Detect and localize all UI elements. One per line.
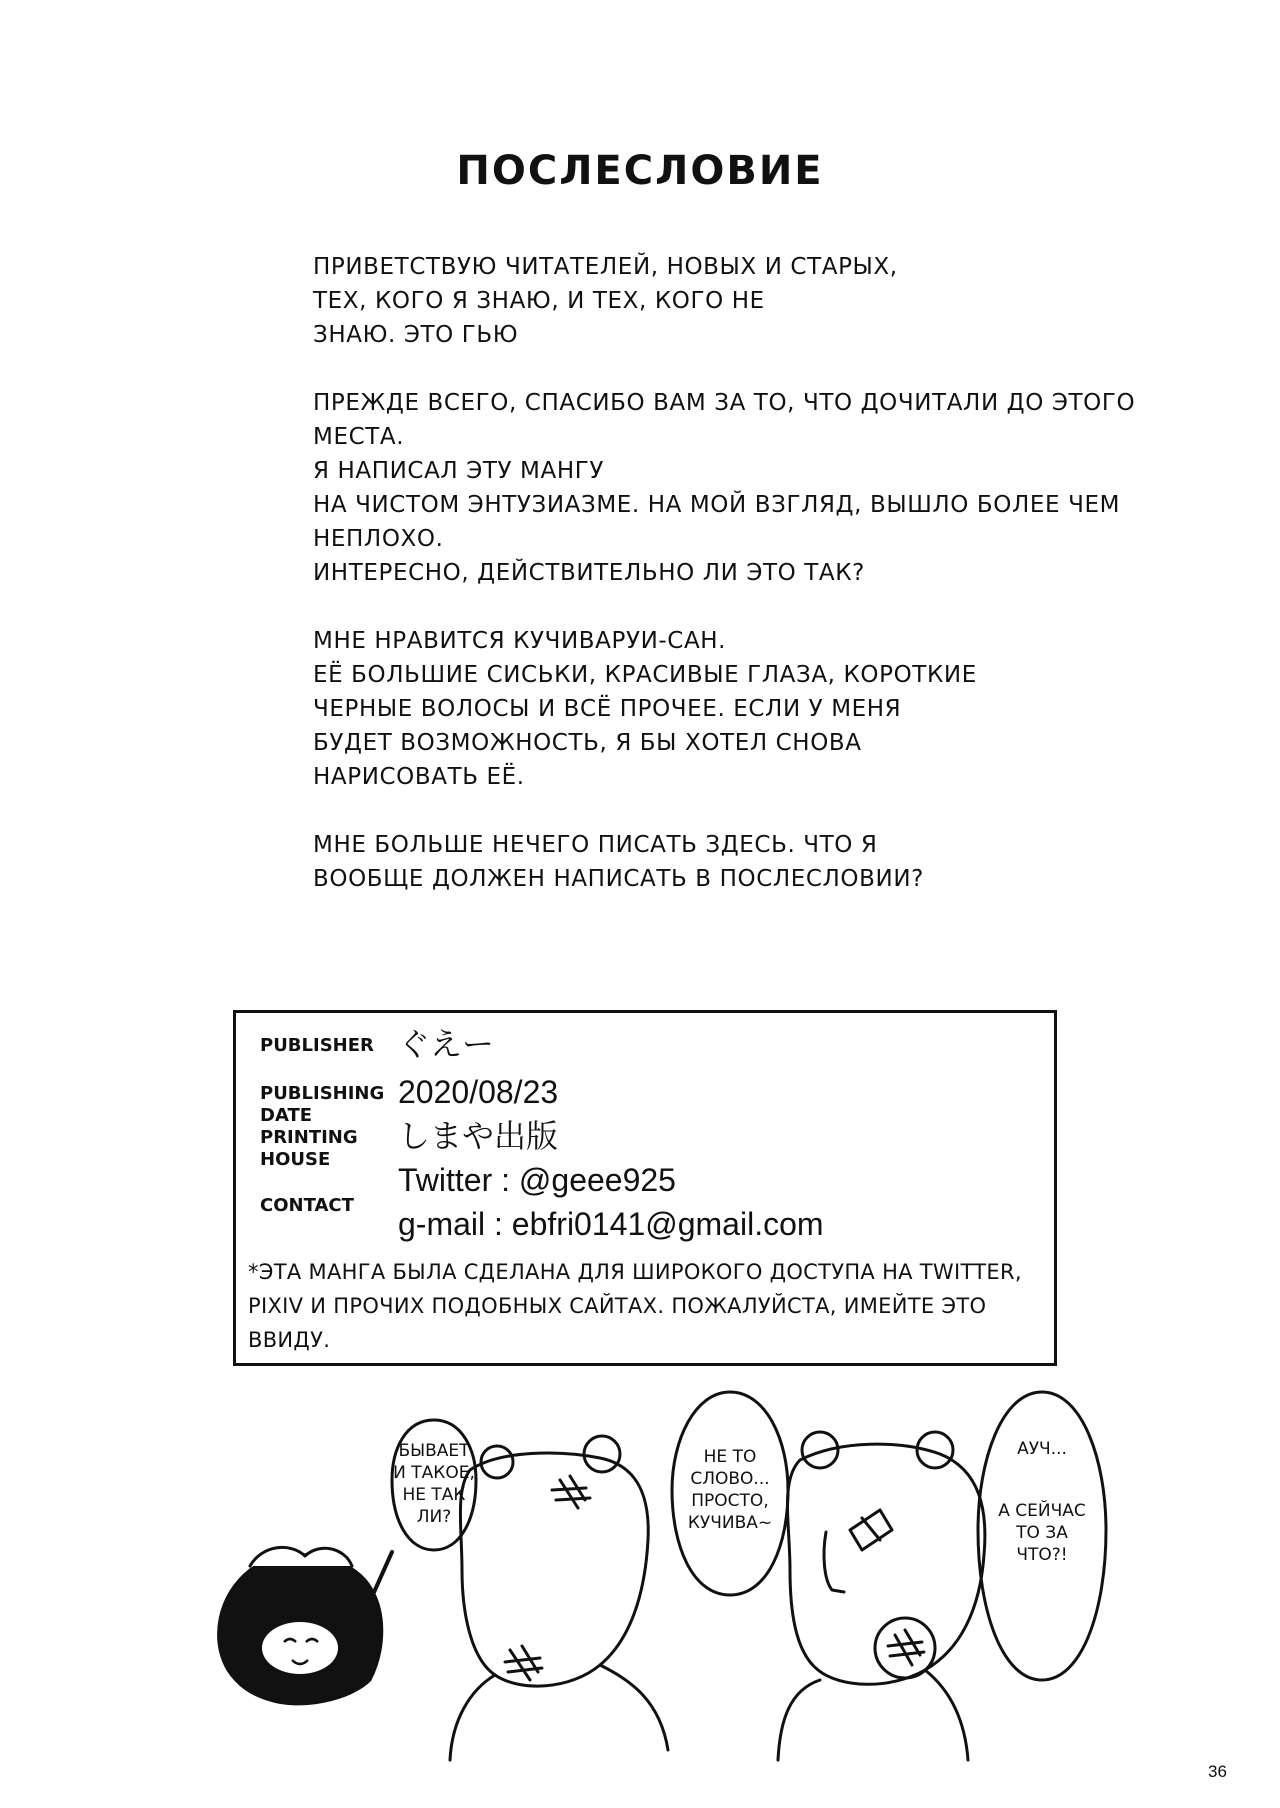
distribution-note bbox=[248, 1255, 1048, 1357]
gmail-value: g-mail : ebfri0141@gmail.com bbox=[398, 1206, 824, 1242]
bubble-line: А СЕЙЧАС bbox=[998, 1501, 1086, 1521]
text-line: ТЕХ, КОГО Я ЗНАЮ, И ТЕХ, КОГО НЕ bbox=[313, 288, 765, 314]
text-line: ПРЕЖДЕ ВСЕГО, СПАСИБО ВАМ ЗА ТО, ЧТО ДОЧИТАЛИ ДО ЭТОГО bbox=[313, 390, 1136, 416]
bruised-boy-head bbox=[788, 1444, 985, 1684]
text-line: МНЕ БОЛЬШЕ НЕЧЕГО ПИСАТЬ ЗДЕСЬ. ЧТО Я bbox=[313, 832, 878, 858]
text-line: ЗНАЮ. ЭТО ГЬЮ bbox=[313, 322, 519, 348]
boy-speech-text bbox=[672, 1446, 788, 1534]
bubble-line: АУЧ... bbox=[1017, 1439, 1067, 1459]
bubble-line: ЛИ? bbox=[416, 1507, 452, 1527]
text-line: ПРИВЕТСТВУЮ ЧИТАТЕЛЕЙ, НОВЫХ И СТАРЫХ, bbox=[313, 254, 898, 280]
manga-illustration bbox=[0, 1380, 1280, 1770]
bubble-line: БЫВАЕТ bbox=[398, 1441, 470, 1461]
afterword-paragraph bbox=[313, 624, 1133, 794]
printing-house-value: しまや出版 bbox=[398, 1118, 559, 1154]
colophon-box bbox=[233, 1010, 1057, 1366]
publishing-date-label-line2: DATE bbox=[260, 1105, 313, 1126]
afterword-text bbox=[313, 250, 1136, 930]
text-line: МЕСТА. bbox=[313, 424, 405, 450]
note-line: PIXIV И ПРОЧИХ ПОДОБНЫХ САЙТАХ. ПОЖАЛУЙСТА, ИМЕЙТЕ ЭТО bbox=[248, 1294, 987, 1318]
maid-speech-text bbox=[392, 1440, 476, 1528]
text-line: НЕПЛОХО. bbox=[313, 526, 444, 552]
contact-label: CONTACT bbox=[260, 1195, 354, 1216]
bubble-line: СЛОВО... bbox=[690, 1469, 770, 1489]
page-title: ПОСЛЕСЛОВИЕ bbox=[456, 148, 824, 194]
text-line: МНЕ НРАВИТСЯ КУЧИВАРУИ-САН. bbox=[313, 628, 727, 654]
printing-house-label-line2: HOUSE bbox=[260, 1149, 331, 1170]
bubble-line: ТО ЗА bbox=[1016, 1523, 1068, 1543]
note-line: *ЭТА МАНГА БЫЛА СДЕЛАНА ДЛЯ ШИРОКОГО ДОСТУПА НА TWITTER, bbox=[248, 1260, 1022, 1284]
bubble-line: КУЧИВА~ bbox=[687, 1513, 773, 1533]
bubble-line: ПРОСТО, bbox=[691, 1491, 769, 1511]
twitter-value: Twitter : @geee925 bbox=[398, 1162, 676, 1198]
publishing-date-value: 2020/08/23 bbox=[398, 1074, 559, 1110]
afterword-paragraph bbox=[313, 386, 1136, 590]
afterword-paragraph bbox=[313, 828, 1133, 896]
text-line: БУДЕТ ВОЗМОЖНОСТЬ, Я БЫ ХОТЕЛ СНОВА bbox=[313, 730, 862, 756]
bubble-line: ЧТО?! bbox=[1016, 1545, 1068, 1565]
bubble-line: НЕ ТО bbox=[703, 1447, 757, 1467]
text-line: НАРИСОВАТЬ ЕЁ. bbox=[313, 764, 525, 790]
text-line: ИНТЕРЕСНО, ДЕЙСТВИТЕЛЬНО ЛИ ЭТО ТАК? bbox=[313, 560, 865, 586]
bubble-line: И ТАКОЕ, bbox=[393, 1463, 475, 1483]
printing-house-label-line1: PRINTING bbox=[260, 1127, 358, 1148]
ouch-speech-text bbox=[978, 1438, 1106, 1566]
text-line: ЕЁ БОЛЬШИЕ СИСЬКИ, КРАСИВЫЕ ГЛАЗА, КОРОТКИЕ bbox=[313, 662, 977, 688]
text-line: НА ЧИСТОМ ЭНТУЗИАЗМЕ. НА МОЙ ВЗГЛЯД, ВЫШЛО БОЛЕЕ ЧЕМ bbox=[313, 492, 1121, 518]
publisher-value: ぐえー bbox=[398, 1026, 495, 1062]
publishing-date-label-line1: PUBLISHING bbox=[260, 1083, 385, 1104]
boy-head bbox=[460, 1453, 648, 1686]
bubble-line: НЕ ТАК bbox=[402, 1485, 466, 1505]
note-line: ВВИДУ. bbox=[248, 1328, 331, 1352]
text-line: Я НАПИСАЛ ЭТУ МАНГУ bbox=[313, 458, 604, 484]
afterword-paragraph bbox=[313, 250, 1133, 352]
text-line: ВООБЩЕ ДОЛЖЕН НАПИСАТЬ В ПОСЛЕСЛОВИИ? bbox=[313, 866, 924, 892]
text-line: ЧЕРНЫЕ ВОЛОСЫ И ВСЁ ПРОЧЕЕ. ЕСЛИ У МЕНЯ bbox=[313, 696, 902, 722]
page-number: 36 bbox=[1208, 1762, 1227, 1781]
publisher-label: PUBLISHER bbox=[260, 1035, 374, 1056]
